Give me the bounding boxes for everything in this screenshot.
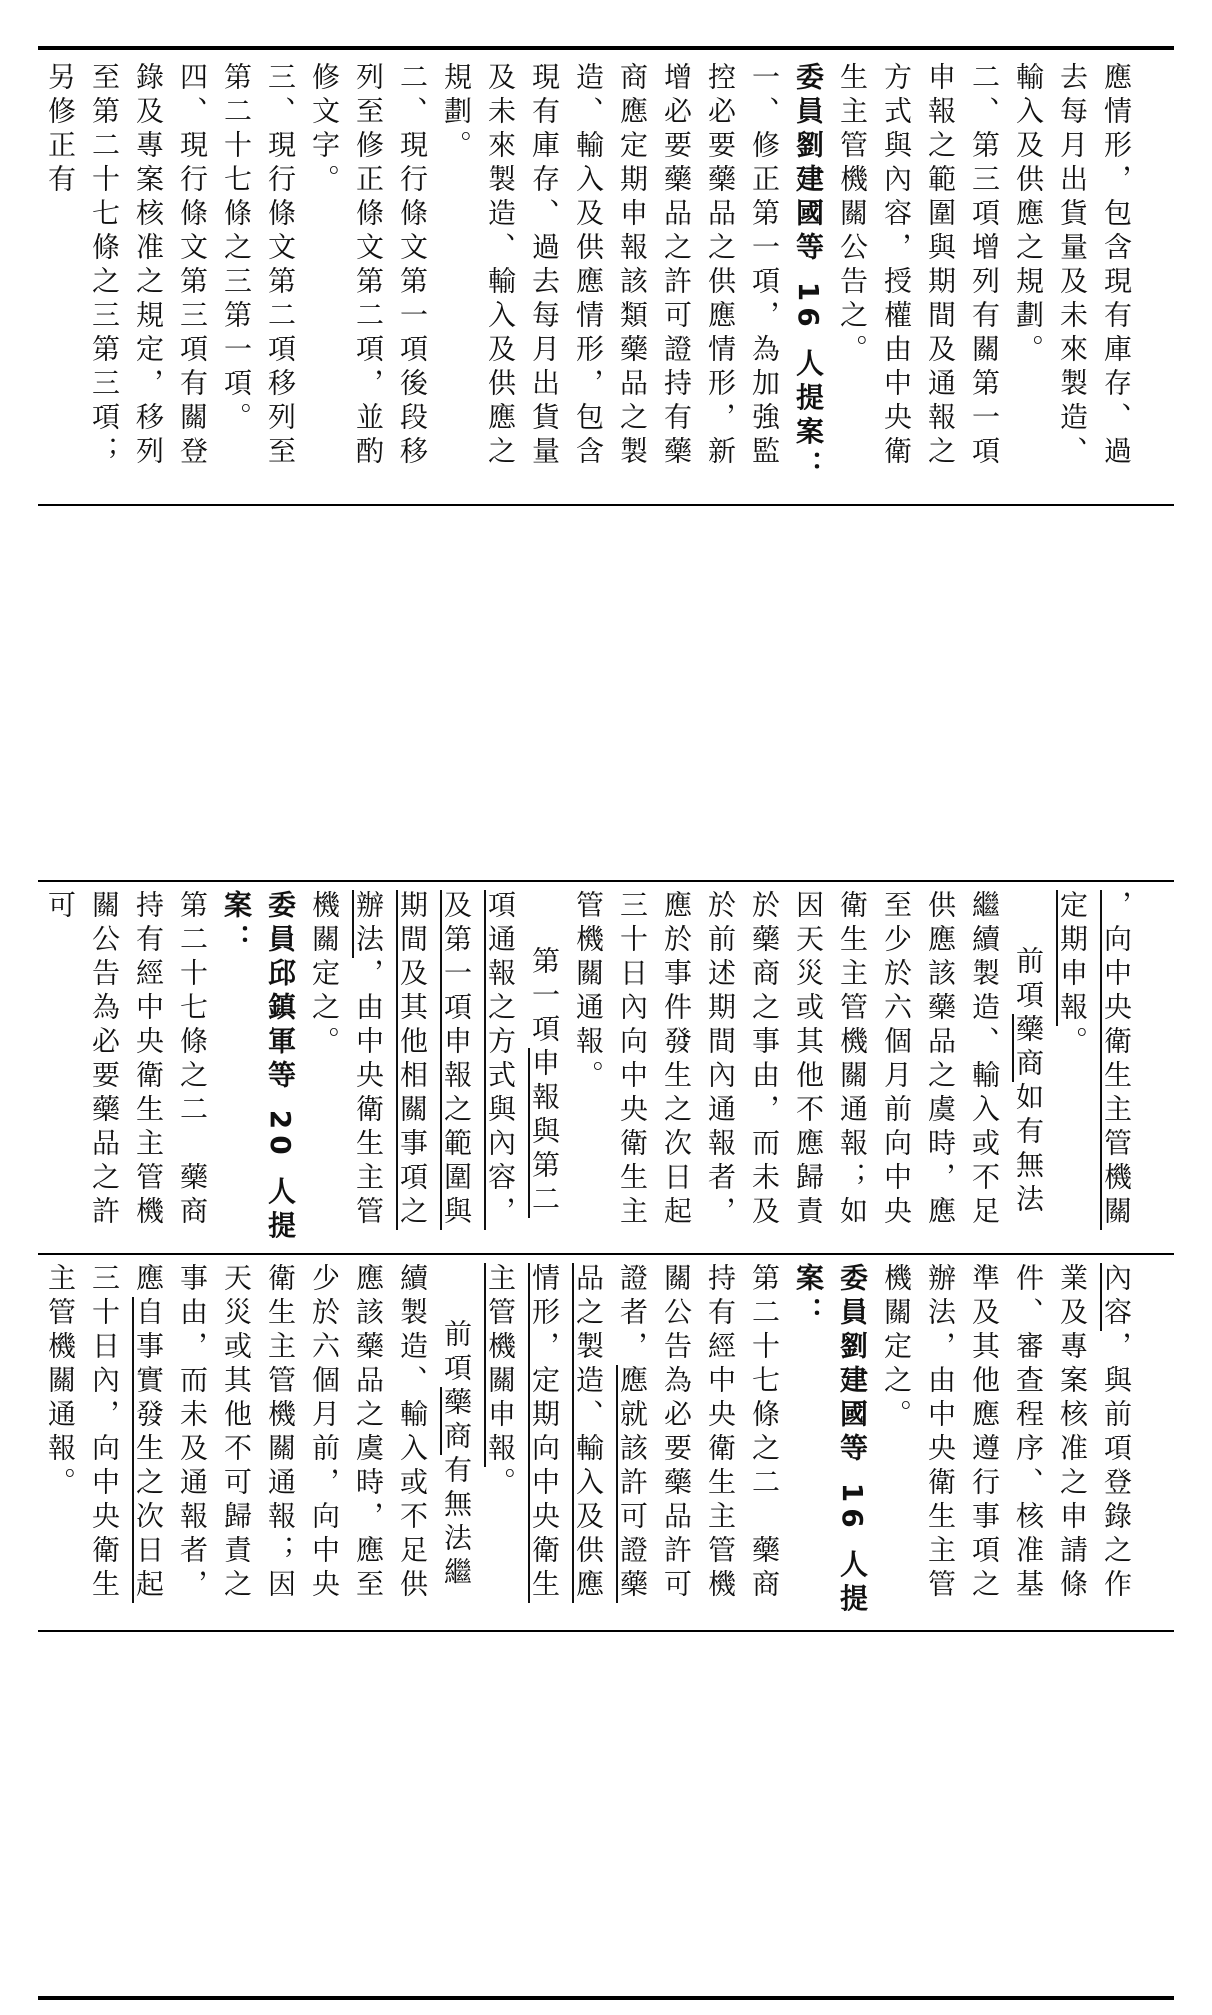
middle-top-rule	[38, 880, 1174, 882]
middle-t4a: 前項	[1012, 946, 1045, 1014]
upper-heading: 委員劉建國等 16 人提案：	[792, 62, 825, 485]
right-t3c: 有無法繼續製造、輸入或不足供應該藥品之虞時，應至少於六個月前，向中央衛生主管機關通報；因天災或其他不可歸責之事由，而未及通報者，應	[132, 1263, 473, 1603]
right-bottom-rule	[38, 1630, 1174, 1632]
upper-text	[38, 62, 1138, 498]
middle-heading: 委員邱鎮軍等 20 人提案：	[220, 890, 297, 1245]
right-t3b: 藥商	[440, 1387, 473, 1455]
right-t1c: 與前項登錄之作業及專案核准之申請條件、審查程序、核准基準及其他應遵行事項之辦法，由中央衛生主管機關定之。	[880, 1263, 1133, 1603]
middle-t5a: 第一項	[528, 946, 561, 1048]
upper-section	[38, 62, 1174, 498]
right-heading: 委員劉建國等 16 人提案：	[792, 1263, 869, 1618]
middle-t4b: 藥商	[1012, 1014, 1045, 1082]
upper-para1: 應情形，包含現有庫存、過去每月出貨量及未來製造、輸入及供應之規劃。	[1012, 62, 1133, 470]
right-t3d: 自事實發生之次日起	[132, 1297, 165, 1603]
right-t3e: 三十日內，	[88, 1263, 121, 1433]
top-rule	[38, 46, 1174, 50]
right-t2b: 應就該許可證藥品之製造、輸入及供應情形，定期向中央衛生主管機關申報	[484, 1263, 649, 1603]
upper-p1: 一、修正第一項，為加強監控必要藥品之供應情形，新增必要藥品之許可證持有藥商應定期申報該類藥品之製造、輸入及供應情形，包含現有庫存、過去每月出貨量及未來製造、輸入及供應之規劃。	[440, 62, 781, 470]
middle-t6: 第二十七條之二 藥商持有經中央衛生主管機關公告為必要藥品之許可	[44, 890, 209, 1230]
upper-p3: 三、現行條文第二項移列至第二十七條之三第一項。	[220, 62, 297, 470]
middle-text	[38, 890, 1138, 1246]
middle-bottom-rule	[38, 1253, 1174, 1255]
middle-t5c: ，由中央衛生主管機關定之。	[308, 890, 385, 1230]
middle-t5b: 申報與第二項通報之方式與內容，及第一項申報之範圍與期間及其他相關事項之辦法	[352, 890, 561, 1230]
upper-p2: 二、現行條文第一項後段移列至修正條文第二項，並酌修文字。	[308, 62, 429, 470]
right-t1b: ，	[1100, 1331, 1133, 1365]
middle-t2: 定期申報	[1056, 890, 1089, 1026]
upper-item2: 二、第三項增列有關第一項申報之範圍與期間及通報之方式與內容，授權由中央衛生主管機關公告之。	[836, 62, 1001, 470]
middle-t1: ，向中央衛生主管機關	[1100, 890, 1133, 1230]
middle-section	[38, 890, 1174, 1246]
right-t3a: 前項	[440, 1319, 473, 1387]
right-section	[38, 1263, 1174, 1623]
middle-t4c: 如有無法繼續製造、輸入或不足供應該藥品之虞時，應至少於六個月前向中央衛生主管機關通報；如因天災或其他不應歸責於藥商之事由，而未及於前述期間內通報者，應於事件發生之次日起三十日內向中央衛生主管機關通報。	[572, 890, 1045, 1230]
upper-bottom-rule	[38, 504, 1174, 506]
middle-t3: 。	[1056, 1026, 1089, 1060]
right-t2a: 第二十七條之二 藥商持有經中央衛生主管機關公告為必要藥品許可證者，	[616, 1263, 781, 1603]
page-bottom-rule	[38, 1996, 1174, 2000]
right-t1a: 內容	[1100, 1263, 1133, 1331]
right-t2c: 。	[484, 1467, 517, 1501]
right-text	[38, 1263, 1138, 1623]
upper-p4: 四、現行條文第三項有關登錄及專案核准之規定，移列至第二十七條之三第三項；另修正有	[44, 62, 209, 470]
right-t3f: 向中央衛生主管機關通報。	[44, 1263, 121, 1603]
